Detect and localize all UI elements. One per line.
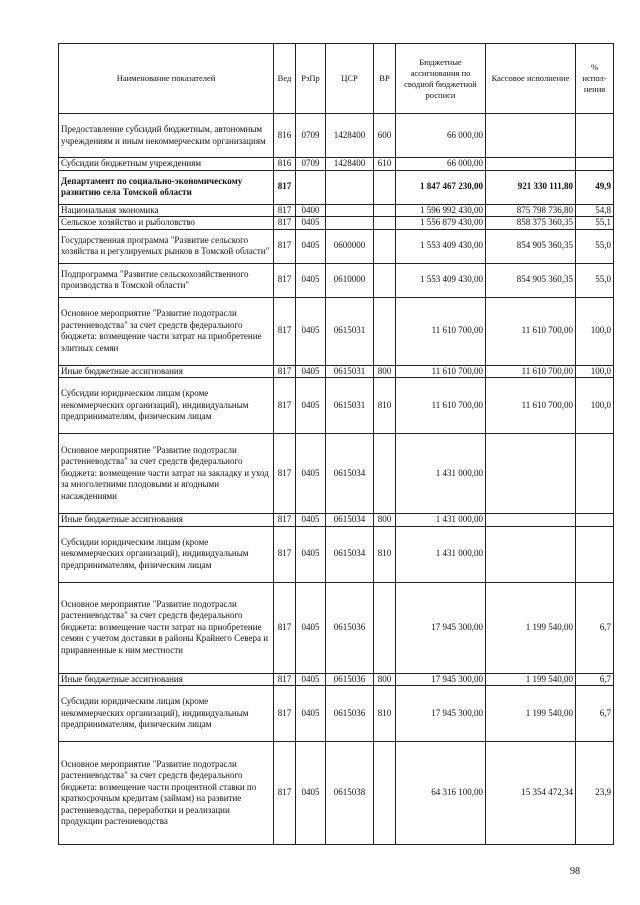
cell-vr	[374, 434, 396, 514]
cell-percent: 54,8	[576, 204, 614, 217]
cell-cash: 858 375 360,35	[486, 217, 576, 230]
table-row	[59, 158, 614, 171]
cell-name: Иные бюджетные ассигнования	[59, 365, 274, 378]
table-row	[59, 204, 614, 217]
cell-vr	[374, 582, 396, 673]
cell-csr: 0600000	[326, 229, 374, 263]
header-percent: % испол-нения	[576, 44, 614, 114]
header-rzpr: РзПр	[296, 44, 326, 114]
header-vr: ВР	[374, 44, 396, 114]
cell-name: Иные бюджетные ассигнования	[59, 514, 274, 527]
table-row	[59, 434, 614, 514]
table-row	[59, 365, 614, 378]
cell-csr: 0615031	[326, 378, 374, 434]
cell-rzpr: 0405	[296, 297, 326, 365]
cell-vr: 810	[374, 686, 396, 742]
cell-cash: 1 199 540,00	[486, 673, 576, 686]
cell-cash: 11 610 700,00	[486, 378, 576, 434]
cell-percent	[576, 434, 614, 514]
cell-cash	[486, 158, 576, 171]
cell-csr: 0615031	[326, 297, 374, 365]
table-row	[59, 229, 614, 263]
cell-cash: 921 330 111,80	[486, 170, 576, 204]
cell-rzpr: 0405	[296, 526, 326, 582]
cell-csr: 0615036	[326, 582, 374, 673]
cell-percent: 55,0	[576, 263, 614, 297]
cell-budget: 1 556 879 430,00	[396, 217, 486, 230]
cell-cash: 854 905 360,35	[486, 263, 576, 297]
cell-rzpr: 0709	[296, 114, 326, 158]
table-row	[59, 263, 614, 297]
cell-csr: 0610000	[326, 263, 374, 297]
table-row	[59, 378, 614, 434]
cell-budget: 1 596 992 430,00	[396, 204, 486, 217]
cell-budget: 1 431 000,00	[396, 526, 486, 582]
cell-rzpr: 0405	[296, 582, 326, 673]
cell-percent: 100,0	[576, 297, 614, 365]
cell-csr: 1428400	[326, 114, 374, 158]
cell-name: Иные бюджетные ассигнования	[59, 673, 274, 686]
cell-ved: 817	[274, 365, 296, 378]
cell-name: Государственная программа "Развитие сельского хозяйства и регулируемых рынков в Томской области"	[59, 229, 274, 263]
cell-rzpr: 0405	[296, 263, 326, 297]
cell-cash: 875 798 736,80	[486, 204, 576, 217]
cell-csr: 0615034	[326, 514, 374, 527]
cell-rzpr	[296, 170, 326, 204]
cell-ved: 817	[274, 170, 296, 204]
cell-csr: 1428400	[326, 158, 374, 171]
cell-percent: 6,7	[576, 686, 614, 742]
cell-cash: 11 610 700,00	[486, 297, 576, 365]
cell-ved: 817	[274, 204, 296, 217]
cell-name: Субсидии бюджетным учреждениям	[59, 158, 274, 171]
cell-ved: 816	[274, 114, 296, 158]
cell-cash	[486, 434, 576, 514]
cell-cash: 1 199 540,00	[486, 582, 576, 673]
table-row	[59, 582, 614, 673]
cell-rzpr: 0405	[296, 229, 326, 263]
cell-ved: 817	[274, 526, 296, 582]
cell-name: Национальная экономика	[59, 204, 274, 217]
cell-vr	[374, 263, 396, 297]
cell-percent: 100,0	[576, 378, 614, 434]
cell-csr: 0615038	[326, 742, 374, 845]
cell-budget: 1 847 467 230,00	[396, 170, 486, 204]
cell-ved: 817	[274, 263, 296, 297]
cell-name: Основное мероприятие "Развитие подотрасли растениеводства" за счет средств федерального бюджета: возмещение части затрат на приобретение семян с учетом доставки в районы Крайнего Севера и приравненные к ним местности	[59, 582, 274, 673]
cell-budget: 17 945 300,00	[396, 686, 486, 742]
cell-percent: 6,7	[576, 673, 614, 686]
cell-rzpr: 0405	[296, 365, 326, 378]
cell-name: Субсидии юридическим лицам (кроме некоммерческих организаций), индивидуальным предпринимателям, физическим лицам	[59, 686, 274, 742]
cell-cash	[486, 114, 576, 158]
budget-execution-table	[58, 43, 614, 845]
table-row	[59, 217, 614, 230]
cell-name: Сельское хозяйство и рыболовство	[59, 217, 274, 230]
cell-name: Подпрограмма "Развитие сельскохозяйственного производства в Томской области"	[59, 263, 274, 297]
cell-cash: 854 905 360,35	[486, 229, 576, 263]
cell-vr	[374, 229, 396, 263]
cell-csr: 0615034	[326, 526, 374, 582]
header-budget: Бюджетные ассигнования по сводной бюджетной росписи	[396, 44, 486, 114]
cell-ved: 817	[274, 742, 296, 845]
cell-ved: 817	[274, 229, 296, 263]
cell-ved: 817	[274, 434, 296, 514]
cell-csr: 0615034	[326, 434, 374, 514]
cell-budget: 11 610 700,00	[396, 365, 486, 378]
cell-cash: 15 354 472,34	[486, 742, 576, 845]
cell-budget: 11 610 700,00	[396, 378, 486, 434]
page-number: 98	[570, 866, 580, 877]
cell-vr: 610	[374, 158, 396, 171]
cell-rzpr: 0405	[296, 673, 326, 686]
cell-rzpr: 0400	[296, 204, 326, 217]
cell-csr	[326, 204, 374, 217]
cell-budget: 1 431 000,00	[396, 434, 486, 514]
cell-name: Основное мероприятие "Развитие подотрасли растениеводства" за счет средств федерального бюджета: возмещение части затрат на приобретение элитных семян	[59, 297, 274, 365]
cell-vr: 800	[374, 514, 396, 527]
cell-rzpr: 0405	[296, 514, 326, 527]
table-row	[59, 114, 614, 158]
cell-name: Основное мероприятие "Развитие подотрасли растениеводства" за счет средств федерального бюджета: возмещение части процентной ставки по краткосрочным кредитам (займам) на развитие растениеводства, переработки и реализации продукции растениеводства	[59, 742, 274, 845]
cell-budget: 1 431 000,00	[396, 514, 486, 527]
cell-ved: 817	[274, 686, 296, 742]
cell-rzpr: 0405	[296, 742, 326, 845]
cell-name: Предоставление субсидий бюджетным, автономным учреждениям и иным некоммерческим организациям	[59, 114, 274, 158]
cell-vr: 600	[374, 114, 396, 158]
cell-ved: 817	[274, 217, 296, 230]
cell-rzpr: 0405	[296, 217, 326, 230]
cell-percent	[576, 158, 614, 171]
cell-vr: 800	[374, 673, 396, 686]
table-row	[59, 170, 614, 204]
cell-budget: 66 000,00	[396, 114, 486, 158]
cell-name: Основное мероприятие "Развитие подотрасли растениеводства" за счет средств федерального бюджета: возмещение части затрат на закладку и уход за многолетними плодовыми и ягодными насаждениями	[59, 434, 274, 514]
cell-percent: 55,0	[576, 229, 614, 263]
cell-name: Субсидии юридическим лицам (кроме некоммерческих организаций), индивидуальным предпринимателям, физическим лицам	[59, 378, 274, 434]
cell-rzpr: 0405	[296, 378, 326, 434]
cell-csr: 0615036	[326, 686, 374, 742]
table-row	[59, 742, 614, 845]
cell-vr: 800	[374, 365, 396, 378]
table-row	[59, 686, 614, 742]
cell-ved: 817	[274, 378, 296, 434]
cell-percent	[576, 114, 614, 158]
cell-budget: 1 553 409 430,00	[396, 263, 486, 297]
cell-percent: 100,0	[576, 365, 614, 378]
cell-rzpr: 0405	[296, 434, 326, 514]
cell-percent	[576, 526, 614, 582]
header-ved: Вед	[274, 44, 296, 114]
cell-rzpr: 0709	[296, 158, 326, 171]
cell-percent: 49,9	[576, 170, 614, 204]
table-header-row	[59, 44, 614, 114]
cell-rzpr: 0405	[296, 686, 326, 742]
cell-percent: 55,1	[576, 217, 614, 230]
cell-vr	[374, 217, 396, 230]
cell-budget: 1 553 409 430,00	[396, 229, 486, 263]
cell-ved: 817	[274, 582, 296, 673]
cell-cash	[486, 514, 576, 527]
cell-vr: 810	[374, 378, 396, 434]
cell-budget: 17 945 300,00	[396, 673, 486, 686]
table-row	[59, 297, 614, 365]
cell-ved: 817	[274, 297, 296, 365]
cell-budget: 66 000,00	[396, 158, 486, 171]
cell-cash: 1 199 540,00	[486, 686, 576, 742]
cell-budget: 17 945 300,00	[396, 582, 486, 673]
cell-vr: 810	[374, 526, 396, 582]
header-csr: ЦСР	[326, 44, 374, 114]
cell-percent	[576, 514, 614, 527]
table-row	[59, 526, 614, 582]
cell-percent: 23,9	[576, 742, 614, 845]
table-body	[59, 114, 614, 845]
cell-budget: 11 610 700,00	[396, 297, 486, 365]
cell-cash	[486, 526, 576, 582]
cell-budget: 64 316 100,00	[396, 742, 486, 845]
table-row	[59, 514, 614, 527]
cell-vr	[374, 742, 396, 845]
cell-name: Департамент по социально-экономическому развитию села Томской области	[59, 170, 274, 204]
cell-csr	[326, 170, 374, 204]
cell-ved: 817	[274, 514, 296, 527]
cell-ved: 817	[274, 673, 296, 686]
cell-cash: 11 610 700,00	[486, 365, 576, 378]
cell-name: Субсидии юридическим лицам (кроме некоммерческих организаций), индивидуальным предпринимателям, физическим лицам	[59, 526, 274, 582]
cell-ved: 816	[274, 158, 296, 171]
cell-percent: 6,7	[576, 582, 614, 673]
cell-vr	[374, 297, 396, 365]
cell-csr: 0615031	[326, 365, 374, 378]
header-cash: Кассовое исполнение	[486, 44, 576, 114]
cell-csr: 0615036	[326, 673, 374, 686]
header-name: Наименование показателей	[59, 44, 274, 114]
table-row	[59, 673, 614, 686]
cell-vr	[374, 170, 396, 204]
cell-csr	[326, 217, 374, 230]
cell-vr	[374, 204, 396, 217]
